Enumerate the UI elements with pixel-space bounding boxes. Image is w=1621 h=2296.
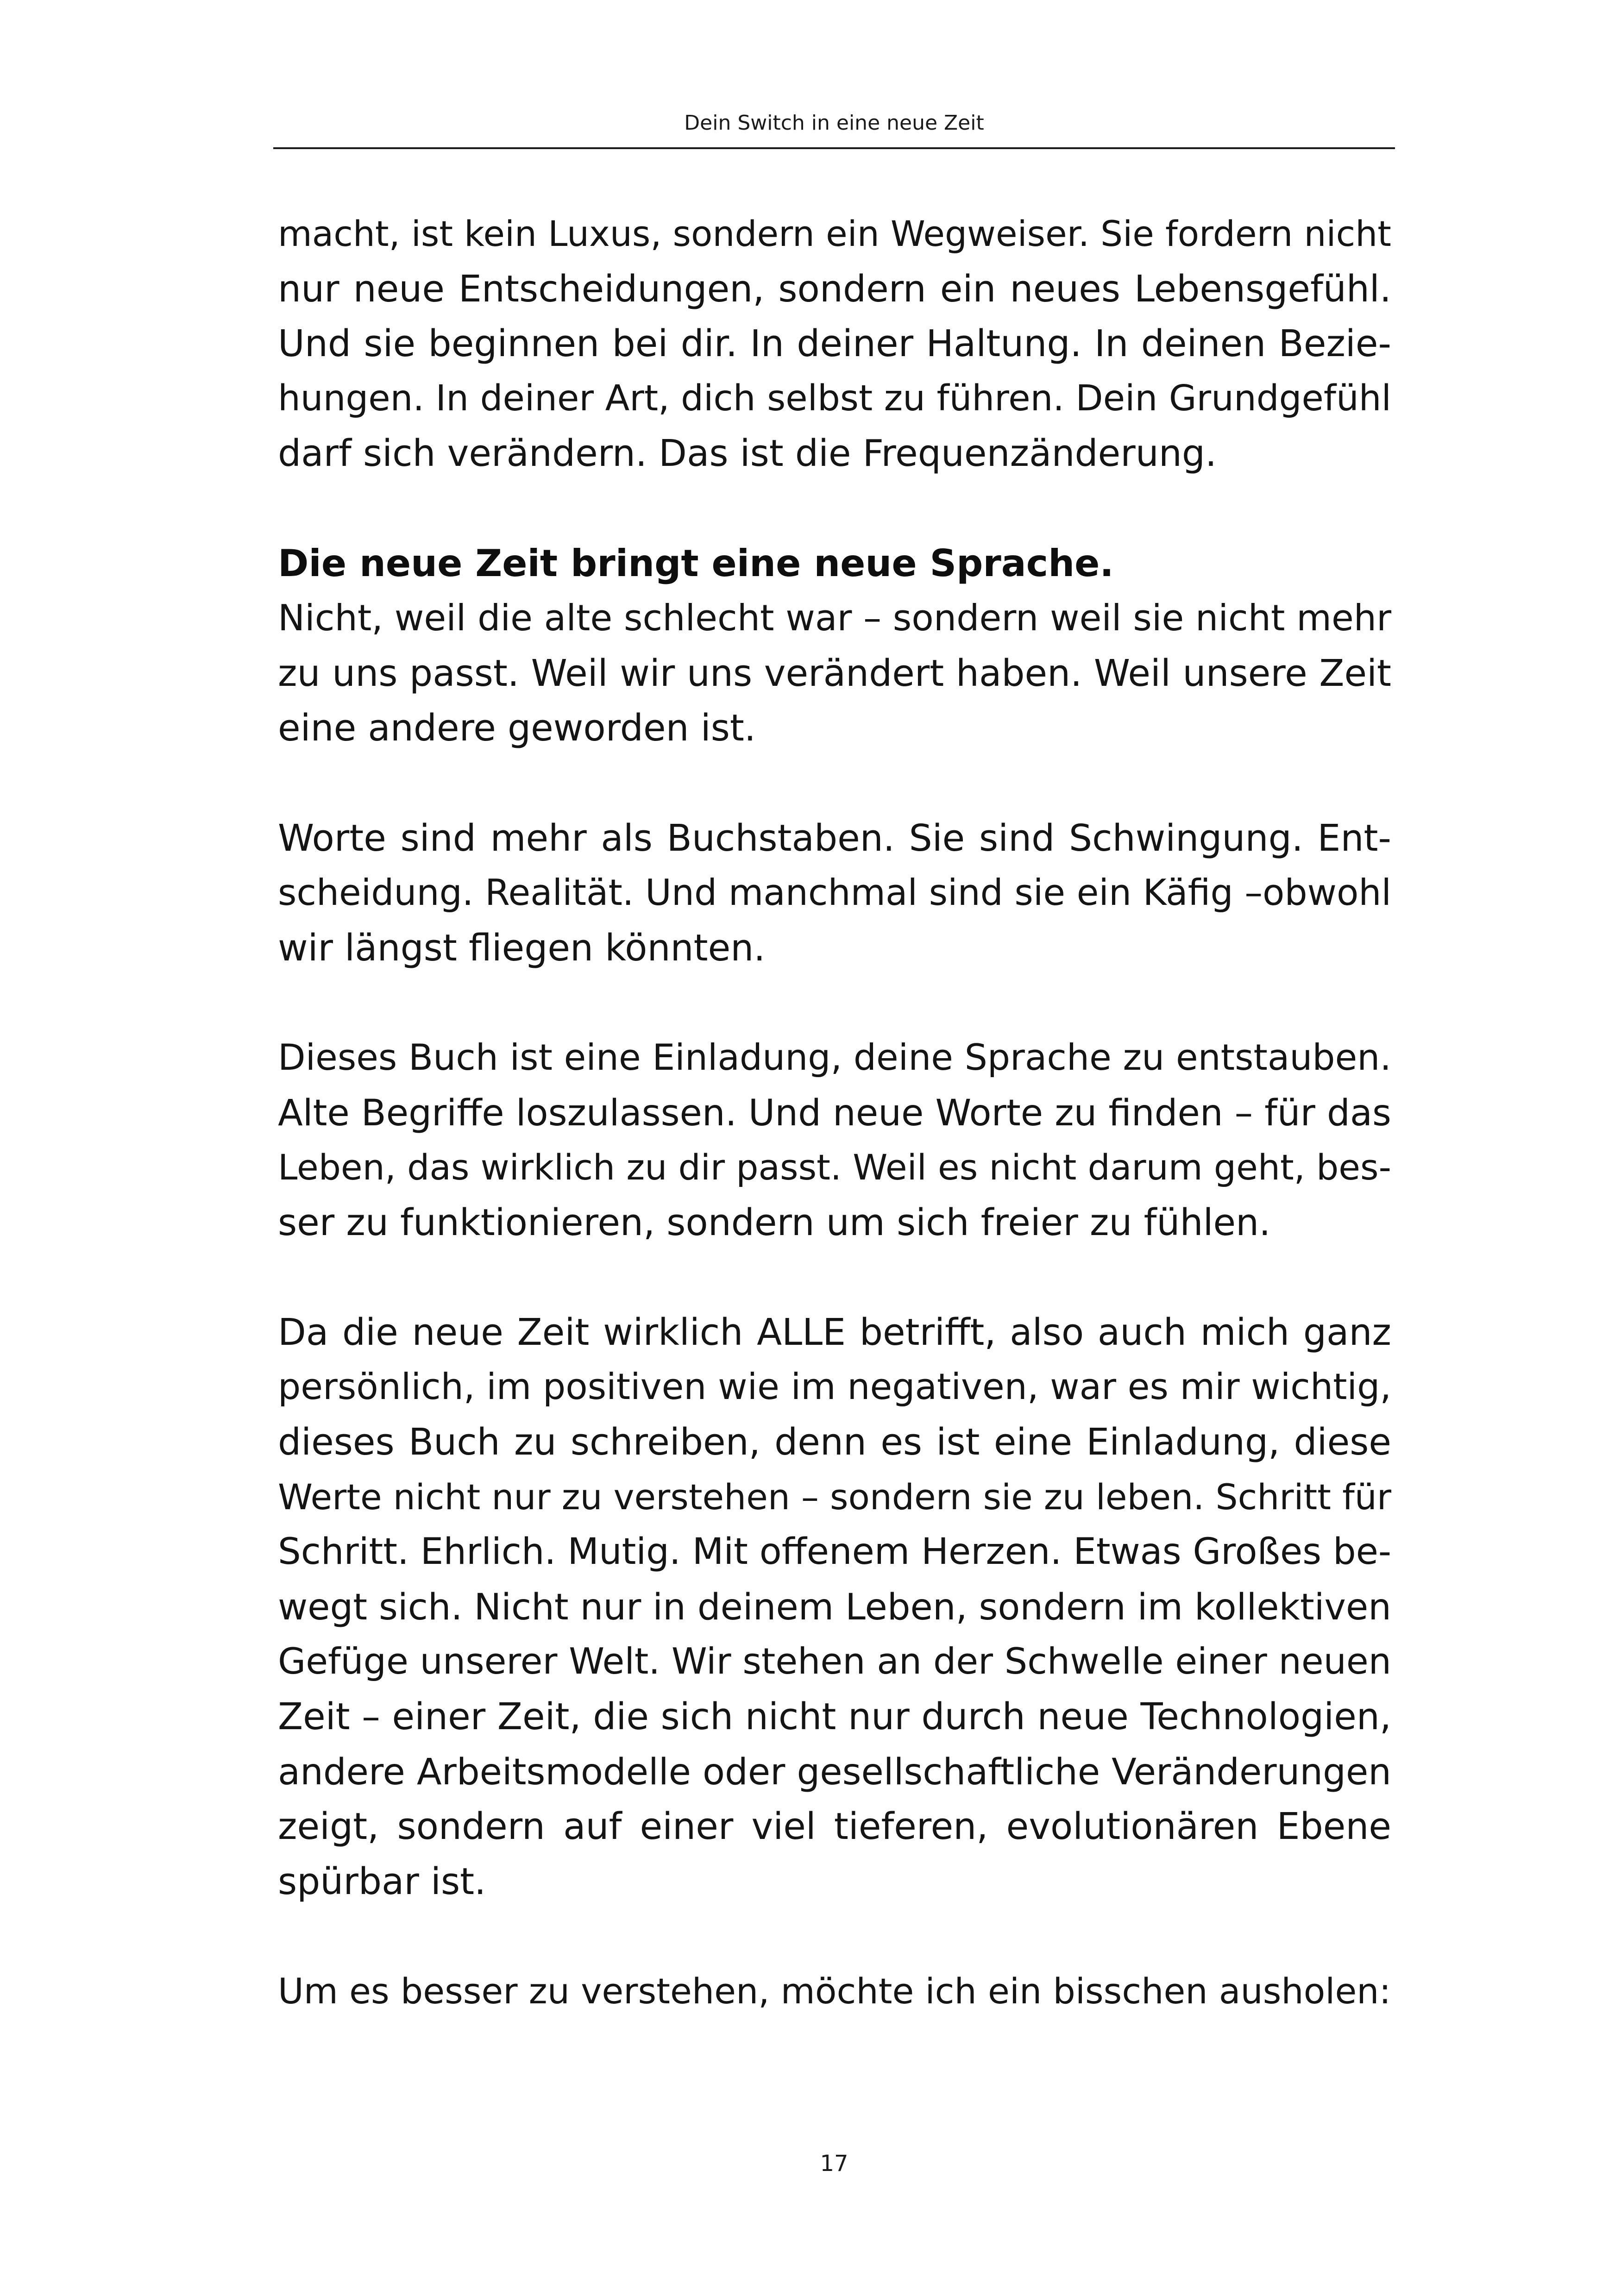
text-line: Und sie beginnen bei dir. In deiner Haltung. In deinen Bezie- bbox=[278, 322, 1391, 365]
section-heading: Die neue Zeit bringt eine neue Sprache. bbox=[278, 541, 1114, 585]
text-line: zeigt, sondern auf einer viel tieferen, evolutionären Ebene bbox=[278, 1805, 1391, 1848]
paragraph-2 bbox=[278, 591, 1391, 756]
text-line: wegt sich. Nicht nur in deinem Leben, sondern im kollektiven bbox=[278, 1585, 1391, 1628]
paragraph-3 bbox=[278, 811, 1391, 976]
paragraph-4 bbox=[278, 1030, 1391, 1250]
text-line: Leben, das wirklich zu dir passt. Weil es nicht darum geht, bes- bbox=[278, 1147, 1391, 1188]
text-line: Um es besser zu verstehen, möchte ich ein bisschen ausholen: bbox=[278, 1970, 1391, 2012]
text-line: dieses Buch zu schreiben, denn es ist eine Einladung, diese bbox=[278, 1421, 1391, 1464]
text-line: eine andere geworden ist. bbox=[278, 707, 756, 750]
paragraph-5 bbox=[278, 1305, 1391, 1909]
text-line: zu uns passt. Weil wir uns verändert haben. Weil unsere Zeit bbox=[278, 652, 1391, 695]
text-line: Alte Begriffe loszulassen. Und neue Worte zu finden – für das bbox=[278, 1091, 1391, 1134]
text-line: persönlich, im positiven wie im negativen, war es mir wichtig, bbox=[278, 1366, 1391, 1408]
text-line: Zeit – einer Zeit, die sich nicht nur durch neue Technologien, bbox=[278, 1695, 1391, 1738]
text-line: ser zu funktionieren, sondern um sich freier zu fühlen. bbox=[278, 1201, 1271, 1244]
text-line: Worte sind mehr als Buchstaben. Sie sind Schwingung. Ent- bbox=[278, 816, 1391, 859]
text-line: spürbar ist. bbox=[278, 1860, 486, 1903]
text-line: Dieses Buch ist eine Einladung, deine Sprache zu entstauben. bbox=[278, 1036, 1391, 1079]
paragraph-6 bbox=[278, 1964, 1391, 2019]
text-line: Nicht, weil die alte schlecht war – sondern weil sie nicht mehr bbox=[278, 597, 1392, 640]
text-line: wir längst fliegen könnten. bbox=[278, 926, 766, 969]
text-line: andere Arbeitsmodelle oder gesellschaftliche Veränderungen bbox=[278, 1750, 1391, 1793]
text-line: Schritt. Ehrlich. Mutig. Mit offenem Herzen. Etwas Großes be- bbox=[278, 1531, 1392, 1573]
text-line: darf sich verändern. Das ist die Frequenzänderung. bbox=[278, 432, 1217, 475]
text-line: Gefüge unserer Welt. Wir stehen an der Schwelle einer neuen bbox=[278, 1641, 1391, 1683]
body-text bbox=[278, 207, 1391, 2019]
paragraph-1 bbox=[278, 207, 1391, 481]
text-line: nur neue Entscheidungen, sondern ein neues Lebensgefühl. bbox=[278, 267, 1391, 310]
text-line: hungen. In deiner Art, dich selbst zu führen. Dein Grundgefühl bbox=[278, 377, 1391, 419]
text-line: Da die neue Zeit wirklich ALLE betrifft, also auch mich ganz bbox=[278, 1311, 1391, 1354]
page-number: 17 bbox=[820, 2151, 848, 2177]
text-line: Werte nicht nur zu verstehen – sondern sie zu leben. Schritt für bbox=[278, 1476, 1391, 1518]
running-header-title: Dein Switch in eine neue Zeit bbox=[684, 111, 984, 135]
header-divider bbox=[273, 147, 1395, 149]
text-line: macht, ist kein Luxus, sondern ein Wegweiser. Sie fordern nicht bbox=[278, 213, 1391, 254]
text-line: scheidung. Realität. Und manchmal sind sie ein Käfig –obwohl bbox=[278, 872, 1391, 914]
